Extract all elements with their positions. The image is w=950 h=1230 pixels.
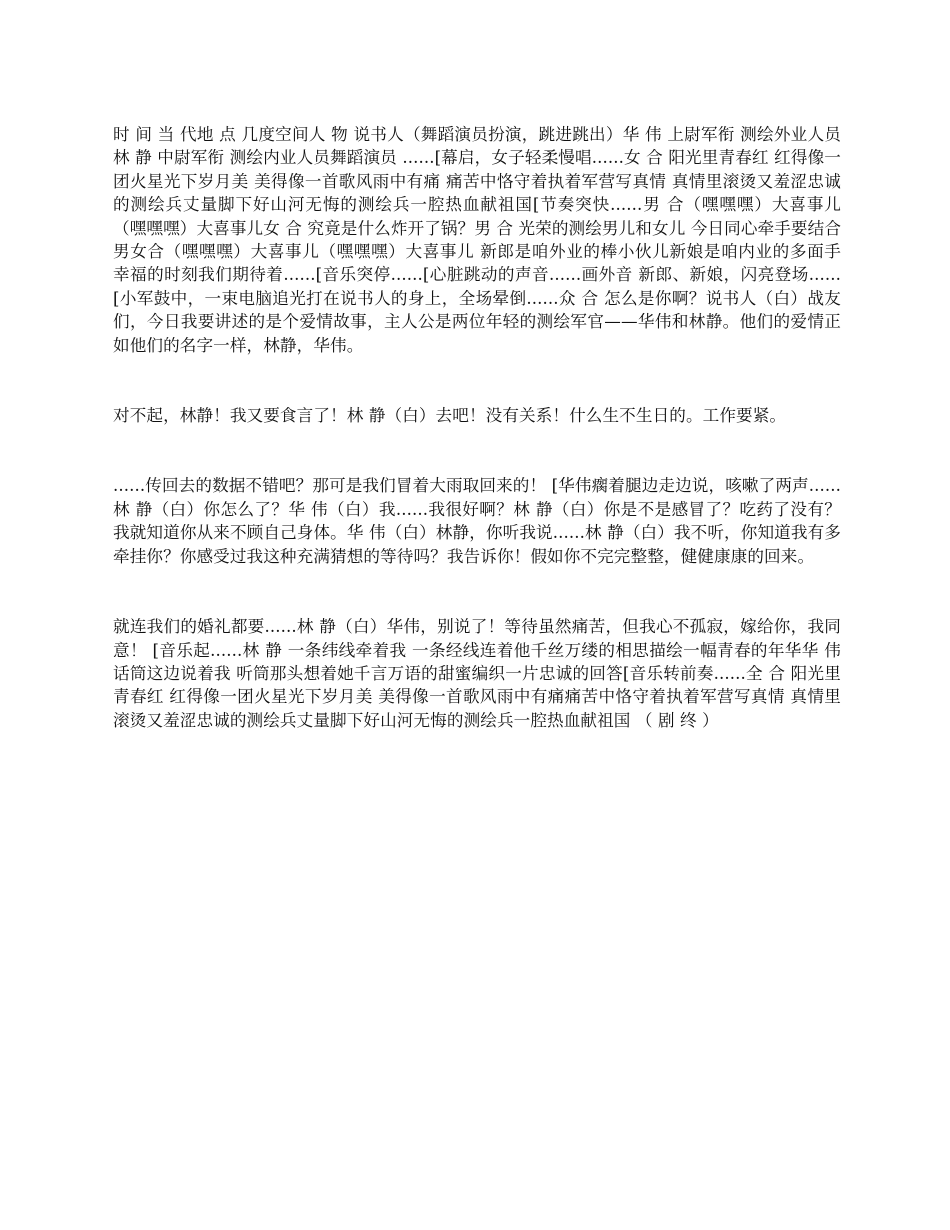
- paragraph-4: 就连我们的婚礼都要......林 静（白）华伟，别说了！等待虽然痛苦，但我心不孤寂，嫁给你，我同意！ [音乐起......林 静 一条纬线牵着我 一条经线连着他千丝万缕的相思描绘一幅青春的年华华 伟 话筒这边说着我 听筒那头想着她千言万语的甜蜜编织一片忠诚的回答[音乐转前奏......全 合 阳光里青春红 红得像一团火星光下岁月美 美得像一首歌风雨中有痛痛苦中恪守着执着军营写真情 真情里滚烫又羞涩忠诚的测绘兵丈量脚下好山河无悔的测绘兵一腔热血献祖国 （ 剧 终 ）: [113, 617, 841, 730]
- paragraph-3: ......传回去的数据不错吧？那可是我们冒着大雨取回来的！ [华伟瘸着腿边走边说，咳嗽了两声......林 静（白）你怎么了？华 伟（白）我......我很好啊？林 静（白）你是不是感冒了？吃药了没有？我就知道你从来不顾自己身体。华 伟（白）林静，你听我说......林 静（白）我不听，你知道我有多牵挂你？你感受过我这种充满猜想的等待吗？我告诉你！假如你不完完整整，健健康康的回来。: [113, 476, 841, 566]
- paragraph-2: 对不起，林静！我又要食言了！林 静（白）去吧！没有关系！什么生不生日的。工作要紧。: [113, 406, 787, 426]
- paragraph-1: 时 间 当 代地 点 几度空间人 物 说书人（舞蹈演员扮演，跳进跳出）华 伟 上尉军衔 测绘外业人员林 静 中尉军衔 测绘内业人员舞蹈演员 ......[幕启，女子轻柔慢唱......女 合 阳光里青春红 红得像一团火星光下岁月美 美得像一首歌风雨中有痛 痛苦中恪守着执着军营写真情 真情里滚烫又羞涩忠诚的测绘兵丈量脚下好山河无悔的测绘兵一腔热血献祖国[节奏突快......男 合（嘿嘿嘿）大喜事儿（嘿嘿嘿）大喜事儿女 合 究竟是什么炸开了锅？男 合 光荣的测绘男儿和女儿 今日同心牵手要结合男女合（嘿嘿嘿）大喜事儿（嘿嘿嘿）大喜事儿 新郎是咱外业的棒小伙儿新娘是咱内业的多面手 幸福的时刻我们期待着......[音乐突停......[心脏跳动的声音......画外音 新郎、新娘，闪亮登场......[小军鼓中，一束电脑追光打在说书人的身上，全场晕倒......众 合 怎么是你啊？说书人（白）战友们，今日我要讲述的是个爱情故事，主人公是两位年轻的测绘军官——华伟和林静。他们的爱情正如他们的名字一样，林静，华伟。: [113, 125, 842, 355]
- document-page: [113, 123, 841, 732]
